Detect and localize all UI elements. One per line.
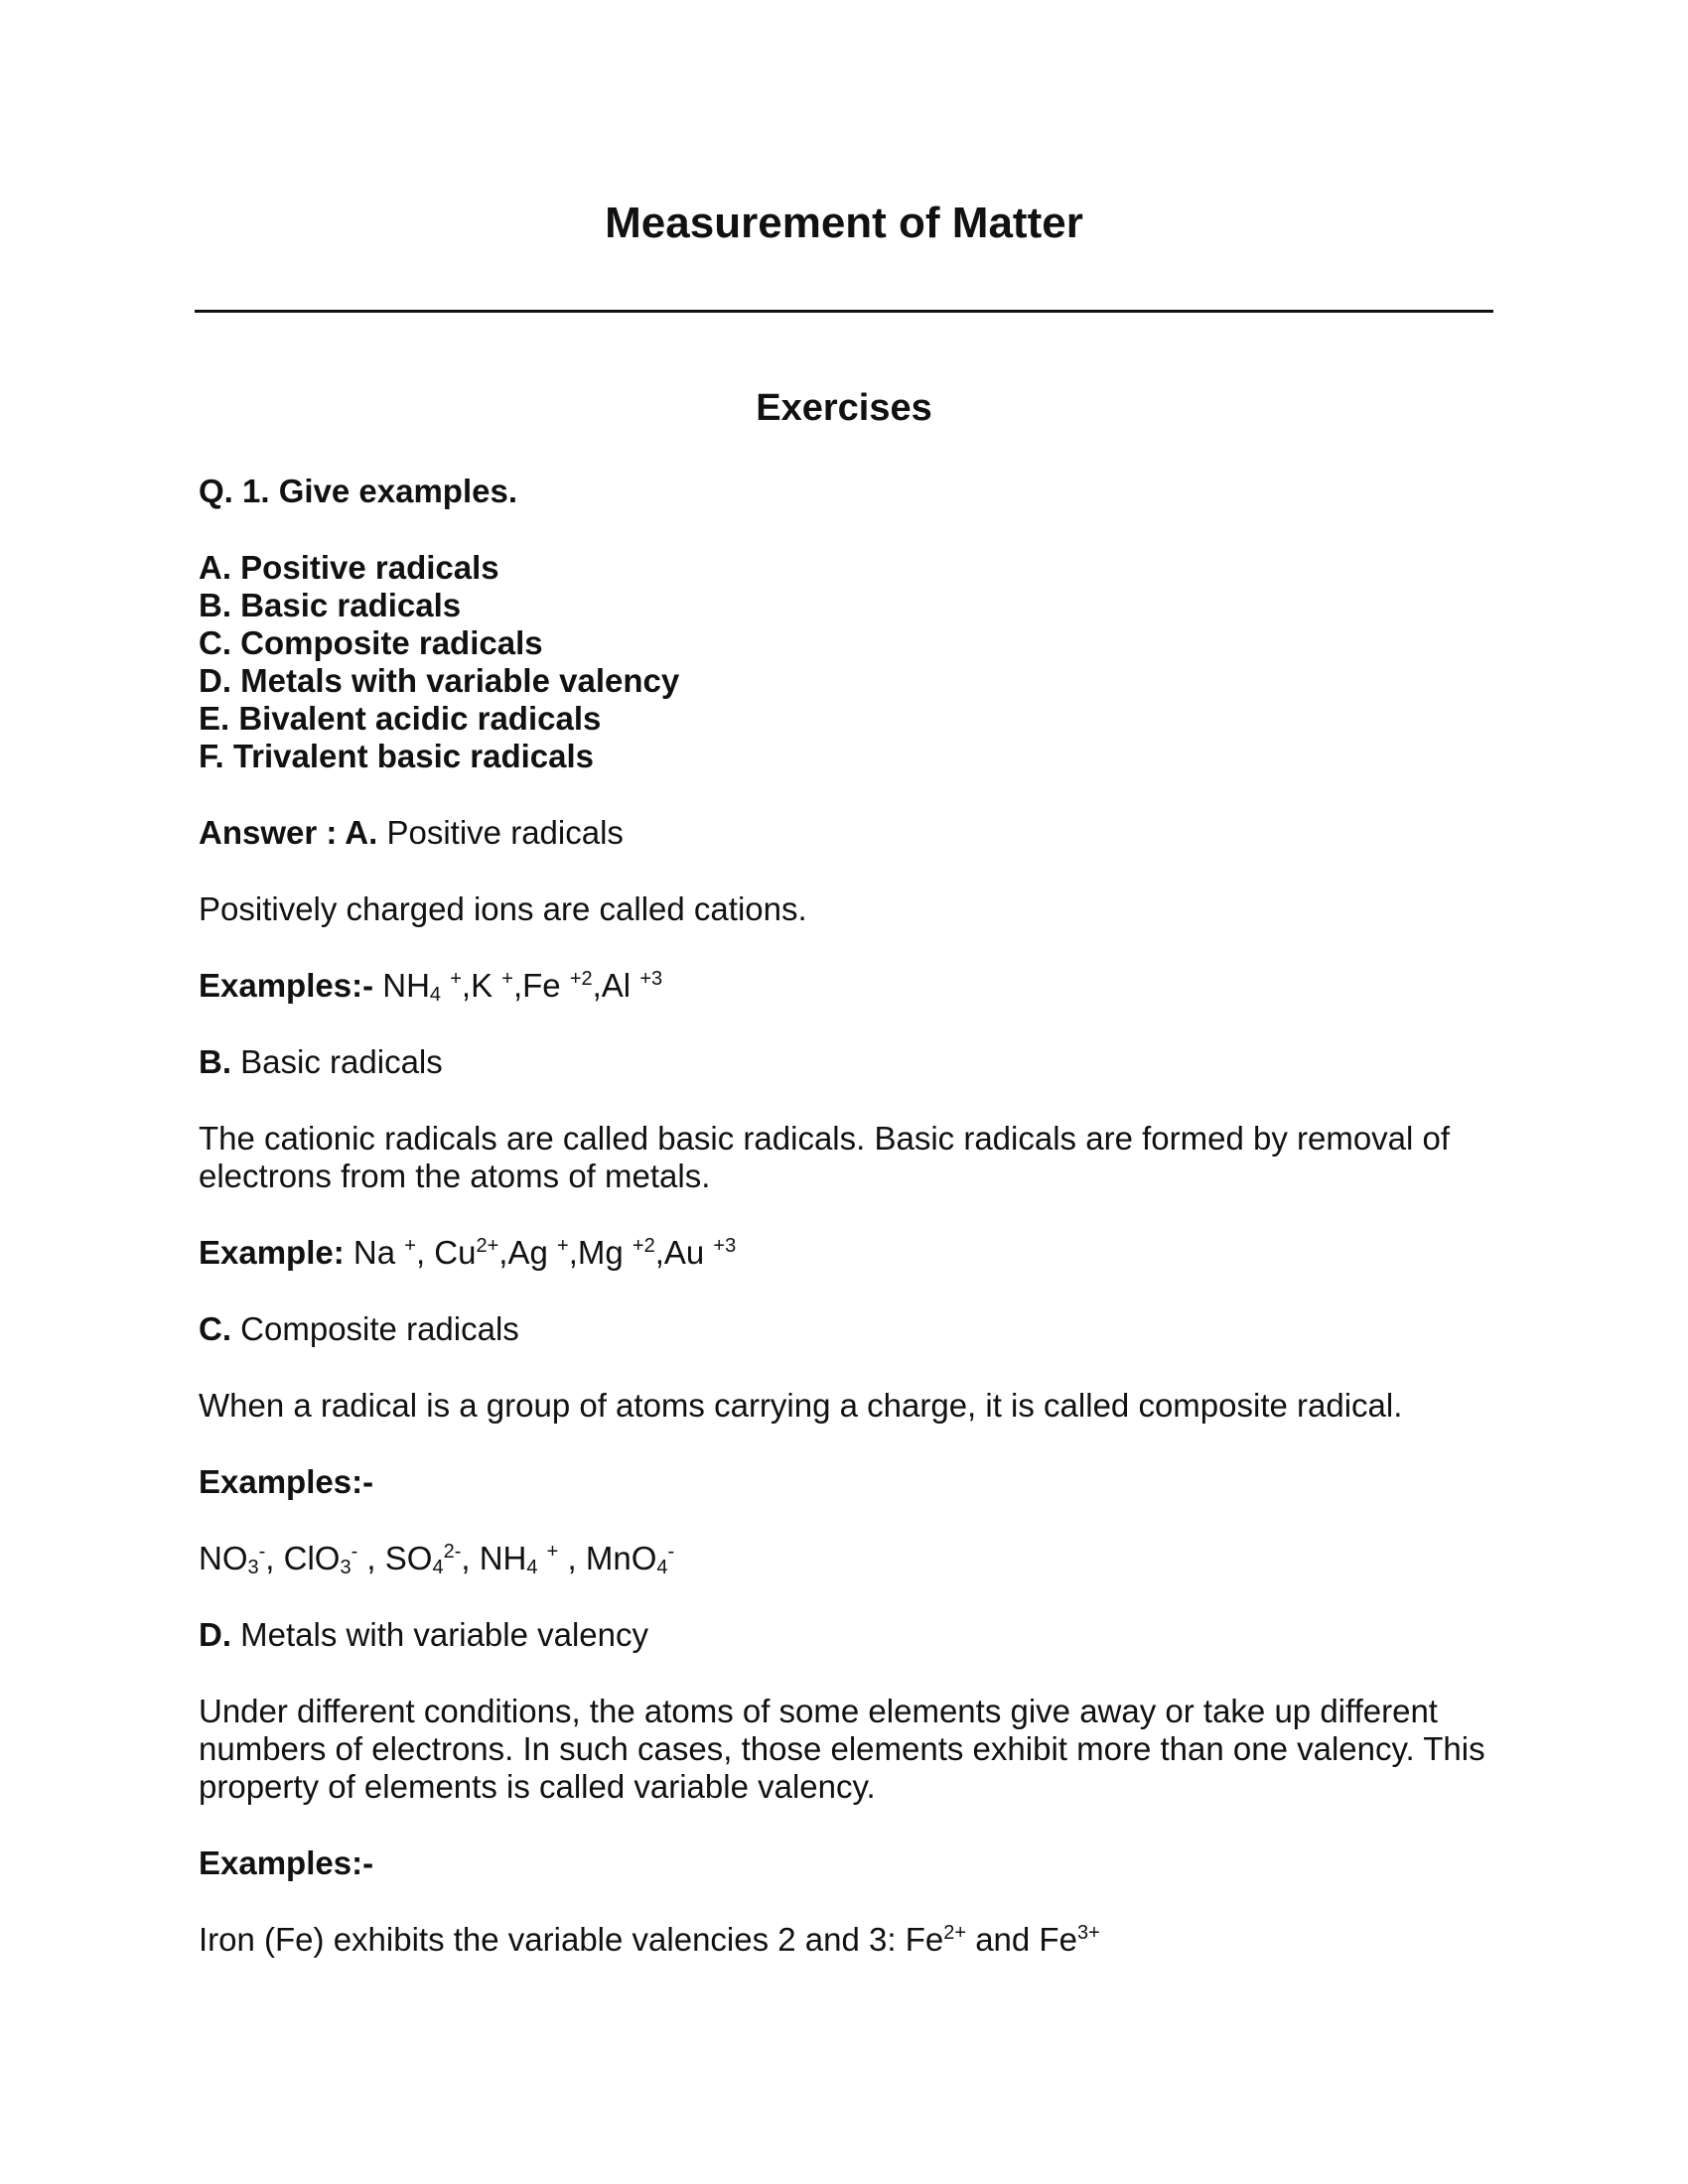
answer-b-definition: The cationic radicals are called basic radicals. Basic radicals are formed by removal of electrons from the atoms of metals. bbox=[199, 1120, 1451, 1194]
fe2-charge: 2+ bbox=[943, 1922, 967, 1944]
answer-b-examples bbox=[199, 1234, 1499, 1272]
answer-b-title: Basic radicals bbox=[240, 1043, 443, 1080]
answer-d-definition: Under different conditions, the atoms of some elements give away or take up different numbers of electrons. In such cases, those elements exhibit more than one valency. This property of elements is called variable valency. bbox=[199, 1693, 1485, 1805]
section-heading: Exercises bbox=[756, 387, 932, 429]
answer-a-definition: Positively charged ions are called cations. bbox=[199, 890, 807, 927]
answer-b-heading bbox=[199, 1043, 1499, 1081]
formula-clo3: , ClO$_3$- bbox=[265, 1540, 358, 1578]
option-e: E. Bivalent acidic radicals bbox=[199, 700, 602, 737]
answer-c-examples bbox=[199, 1540, 1499, 1577]
examples-label: Examples:- bbox=[199, 967, 374, 1004]
formula-cu: , $Cu^{2+}$ bbox=[415, 1234, 499, 1271]
answer-d-label: D. bbox=[199, 1616, 231, 1653]
question-text: Q. 1. Give examples. bbox=[199, 473, 518, 509]
formula-al: ,Al $^{+3}$ bbox=[592, 967, 663, 1004]
formula-so4: , $SO_4^{2-}$ bbox=[357, 1540, 462, 1578]
answer-a-examples bbox=[199, 967, 1499, 1005]
iron-valency-text: Iron (Fe) exhibits the variable valencies 2 and 3: Fe bbox=[199, 1921, 944, 1958]
answer-c-label: C. bbox=[199, 1310, 231, 1347]
answer-c-definition: When a radical is a group of atoms carrying a charge, it is called composite radical. bbox=[199, 1387, 1403, 1424]
option-c: C. Composite radicals bbox=[199, 624, 543, 661]
and-fe-text: and Fe bbox=[966, 1921, 1077, 1958]
answer-d-title: Metals with variable valency bbox=[240, 1616, 649, 1653]
formula-nh4-composite: , $NH_4$ + bbox=[461, 1540, 559, 1578]
formula-nh4: $NH_4$ + bbox=[382, 967, 462, 1006]
option-f: F. Trivalent basic radicals bbox=[199, 738, 595, 774]
formula-k: ,K + bbox=[461, 967, 513, 1004]
page-title: Measurement of Matter bbox=[605, 199, 1083, 247]
answer-a-heading bbox=[199, 814, 1499, 852]
formula-no3: $NO_3^-$ bbox=[199, 1540, 266, 1578]
option-b: B. Basic radicals bbox=[199, 587, 462, 623]
answer-d-examples-label: Examples:- bbox=[199, 1844, 374, 1881]
fe3-charge: 3+ bbox=[1076, 1922, 1100, 1944]
example-label: Example: bbox=[199, 1234, 345, 1271]
formula-au: ,Au $^{+3}$ bbox=[654, 1234, 737, 1271]
option-a: A. Positive radicals bbox=[199, 549, 499, 586]
answer-label: Answer : A. bbox=[199, 814, 378, 851]
answer-c-heading bbox=[199, 1310, 1499, 1348]
formula-mno4: , MnO$_4$- bbox=[558, 1540, 675, 1578]
answer-d-examples bbox=[199, 1921, 1499, 1959]
answer-a-title: Positive radicals bbox=[386, 814, 624, 851]
question-options-list bbox=[199, 549, 1499, 775]
answer-c-title: Composite radicals bbox=[240, 1310, 519, 1347]
answer-b-label: B. bbox=[199, 1043, 231, 1080]
option-d: D. Metals with variable valency bbox=[199, 662, 680, 699]
formula-mg: ,Mg $^{+2}$ bbox=[568, 1234, 655, 1271]
title-divider bbox=[195, 310, 1493, 313]
answer-c-examples-label: Examples:- bbox=[199, 1463, 374, 1500]
formula-fe: ,Fe $^{+2}$ bbox=[512, 967, 593, 1004]
formula-na: Na + bbox=[352, 1234, 416, 1271]
answer-d-heading bbox=[199, 1616, 1499, 1654]
formula-ag: ,Ag + bbox=[498, 1234, 569, 1271]
exercise-content bbox=[199, 473, 1499, 1997]
